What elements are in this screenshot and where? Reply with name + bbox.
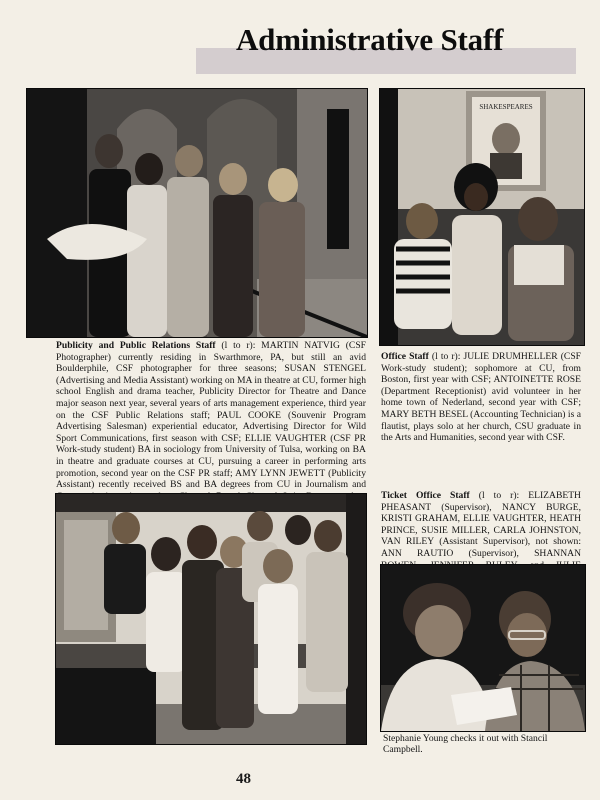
office-staff-caption [381, 351, 581, 444]
pr-staff-caption [56, 340, 366, 514]
photo-caption-small: Stephanie Young checks it out with Stancil Campbell. [383, 733, 548, 755]
pr-staff-photo [26, 88, 368, 338]
office-staff-heading: Office Staff [381, 351, 429, 362]
stephanie-stancil-photo [380, 564, 586, 732]
poster-text: SHAKESPEARES [479, 103, 533, 111]
office-staff-body: (l to r): JULIE DRUMHELLER (CSF Work-study student); sophomore at CU, from Boston, first year with CSF; ANTOINETTE ROSE (Department Receptionist) avid volunteer in her home town of Nederland, second year with CSF; MARY BETH BESEL (Accounting Technician) is a flautist, plays solo at her church, CSU graduate in the Arts and Humanities, second year with CSF. [381, 351, 581, 444]
page-number: 48 [236, 771, 251, 787]
office-staff-photo [379, 88, 585, 346]
pr-staff-body: (l to r): MARTIN NATVIG (CSF Photographer) currently residing in Swarthmore, PA, but still an avid Boulderphile, CSF photographer for three seasons; SUSAN STENGEL (Advertising and Media Assistant) working on MA in theatre at CU, former high school English and drama teacher, Publicity Director for Theatre and Dance major season next year, several years of arts management experience, third year on the CSF Public Relations staff; PAUL COOKE (Souvenir Program Advertising Salesman) experiential educator, Advertising Director for Wild Sport Communications, first season with CSF; ELLIE VAUGHTER (CSF PR Work-study student) BA in sociology from University of Tulsa, working on BA in theatre and graduate courses at CU, pursuing a career in performing arts promotion, second year on the CSF PR staff; AMY LYNN JEWETT (Publicity Assistant) recently received BS and BA degrees from CU in Journalism and [56, 340, 366, 491]
ticket-staff-body: (l to r): ELIZABETH PHEASANT (Supervisor), NANCY BURGE, KRISTI GRAHAM, ELLIE VAUGHTER, HEATH PRINCE, SUSIE MILLER, CARLA JOHNSTON, VAN RILEY (Assistant Supervisor), not shown: ANN RAUTIO (Supervisor), SHANNAN [381, 490, 581, 559]
pr-staff-heading: Publicity and Public Relations Staff [56, 340, 216, 351]
ticket-staff-heading: Ticket Office Staff [381, 490, 470, 501]
page-title: Administrative Staff [236, 22, 504, 57]
ticket-office-photo [55, 493, 367, 745]
